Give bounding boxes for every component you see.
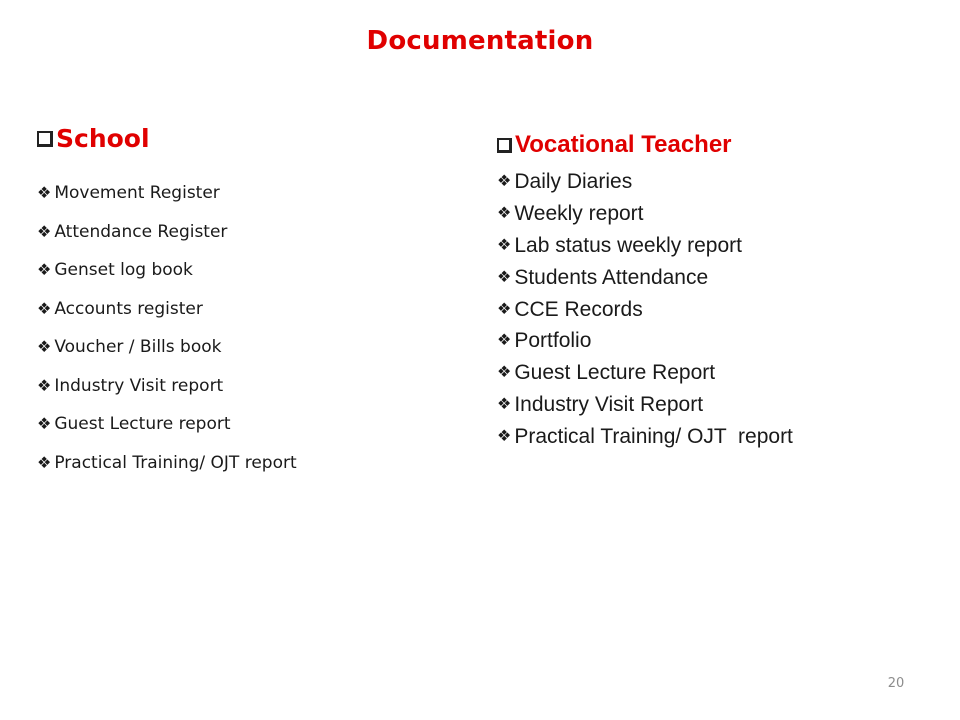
list-item-label: Guest Lecture report <box>54 414 231 435</box>
four-diamond-star-icon: ❖ <box>497 364 512 382</box>
list-item <box>37 328 297 367</box>
list-item-label: Movement Register <box>54 183 220 204</box>
list-item <box>37 174 297 213</box>
page-number: 20 <box>887 676 905 691</box>
list-item-label: Lab status weekly report <box>514 233 742 257</box>
list-item <box>37 251 297 290</box>
list-item <box>497 389 793 421</box>
list-item-label: Guest Lecture Report <box>514 361 716 385</box>
list-item-label: Portfolio <box>514 329 592 353</box>
list-item <box>37 405 297 444</box>
list-item <box>497 325 793 357</box>
list-item-label: Attendance Register <box>54 221 228 242</box>
list-item-label: Genset log book <box>54 260 193 281</box>
list-item <box>37 367 297 406</box>
list-item <box>37 213 297 252</box>
list-item <box>37 444 297 483</box>
four-diamond-star-icon: ❖ <box>37 452 52 472</box>
vocational-teacher-heading <box>497 131 732 159</box>
list-item <box>37 290 297 329</box>
list-item-label: Accounts register <box>54 298 203 319</box>
four-diamond-star-icon: ❖ <box>497 172 512 190</box>
four-diamond-star-icon: ❖ <box>37 183 52 203</box>
four-diamond-star-icon: ❖ <box>37 337 52 357</box>
four-diamond-star-icon: ❖ <box>37 298 52 318</box>
vocational-teacher-heading-label: Vocational Teacher <box>515 131 732 158</box>
four-diamond-star-icon: ❖ <box>37 221 52 241</box>
school-heading <box>37 124 150 153</box>
list-item <box>497 357 793 389</box>
list-item <box>497 421 793 453</box>
list-item <box>497 294 793 326</box>
list-item-label: CCE Records <box>514 297 643 321</box>
slide-title: Documentation <box>366 26 594 56</box>
vocational-teacher-list <box>497 166 793 453</box>
list-item <box>497 166 793 198</box>
four-diamond-star-icon: ❖ <box>497 268 512 286</box>
four-diamond-star-icon: ❖ <box>37 375 52 395</box>
list-item <box>497 262 793 294</box>
four-diamond-star-icon: ❖ <box>497 204 512 222</box>
list-item-label: Weekly report <box>514 201 644 225</box>
four-diamond-star-icon: ❖ <box>497 396 512 414</box>
hollow-square-icon <box>37 131 53 147</box>
school-heading-label: School <box>56 124 150 153</box>
list-item-label: Daily Diaries <box>514 169 633 193</box>
four-diamond-star-icon: ❖ <box>37 260 52 280</box>
list-item-label: Industry Visit report <box>54 375 224 396</box>
four-diamond-star-icon: ❖ <box>497 428 512 446</box>
list-item-label: Voucher / Bills book <box>54 337 222 358</box>
list-item-label: Practical Training/ OJT report <box>514 425 793 449</box>
list-item <box>497 230 793 262</box>
four-diamond-star-icon: ❖ <box>497 332 512 350</box>
four-diamond-star-icon: ❖ <box>497 300 512 318</box>
list-item <box>497 198 793 230</box>
list-item-label: Practical Training/ OJT report <box>54 452 297 473</box>
list-item-label: Students Attendance <box>514 265 709 289</box>
list-item-label: Industry Visit Report <box>514 393 704 417</box>
four-diamond-star-icon: ❖ <box>497 236 512 254</box>
school-list <box>37 174 297 482</box>
hollow-square-icon <box>497 138 512 153</box>
four-diamond-star-icon: ❖ <box>37 414 52 434</box>
